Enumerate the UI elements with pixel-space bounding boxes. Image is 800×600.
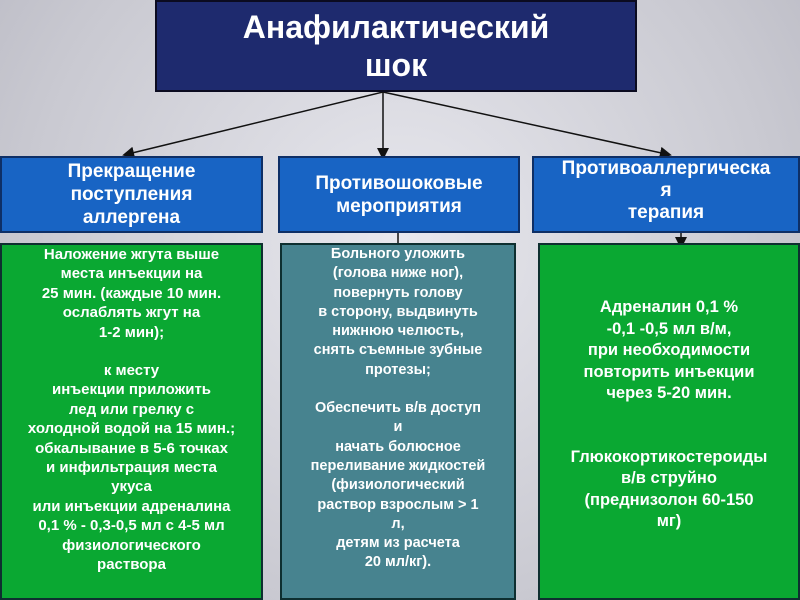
body-line: места инъекции на — [60, 265, 203, 283]
connector-right — [383, 92, 666, 154]
body-line: обкалывание в 5-6 точках — [35, 439, 228, 457]
body-line: Обеспечить в/в доступ — [314, 400, 482, 417]
header-line: Противоаллергическа — [561, 158, 771, 179]
header-line: поступления — [70, 184, 193, 205]
body-line: раствор взрослым > 1 — [317, 496, 479, 513]
body-line: Глюкокортикостероиды — [570, 447, 768, 466]
header-line: аллергена — [82, 207, 181, 228]
header-line: я — [660, 180, 672, 201]
body-line: (физиологический — [331, 477, 465, 494]
body-line: 25 мин. (каждые 10 мин. — [41, 284, 222, 302]
body-line: детям из расчета — [336, 535, 460, 552]
header-antiallergic — [532, 156, 800, 233]
body-line: повторить инъекции — [583, 362, 755, 381]
header-line: мероприятия — [336, 195, 462, 217]
body-line: раствора — [97, 556, 166, 574]
body-line: через 5-20 мин. — [606, 384, 732, 402]
body-line: Наложение жгута выше — [43, 246, 220, 263]
body-line: мг) — [656, 512, 682, 530]
header-antishock — [278, 156, 520, 233]
body-line: 0,1 % - 0,3-0,5 мл с 4-5 мл — [38, 517, 225, 535]
body-line: в сторону, выдвинуть — [318, 303, 478, 320]
body-line: и — [393, 419, 403, 436]
title-box — [155, 0, 637, 92]
body-line: 20 мл/кг). — [364, 554, 432, 571]
body-line: лед или грелку с — [68, 400, 195, 418]
body-stop-allergen — [0, 243, 263, 600]
body-line: холодной водой на 15 мин.; — [27, 420, 236, 438]
body-line: ослаблять жгут на — [62, 304, 201, 322]
body-antishock — [280, 243, 516, 600]
body-line: Больного уложить — [330, 246, 466, 262]
body-line: л, — [391, 515, 405, 532]
body-line: переливание жидкостей — [310, 457, 486, 474]
title-line-2: шок — [364, 47, 428, 83]
header-line: терапия — [627, 202, 705, 223]
body-line: и инфильтрация места — [46, 459, 217, 477]
body-line: физиологического — [62, 536, 201, 554]
body-line: укуса — [111, 478, 152, 496]
body-line: -0,1 -0,5 мл в/м, — [606, 319, 732, 338]
body-line: протезы; — [365, 361, 431, 378]
body-antiallergic — [538, 243, 800, 600]
body-line: к месту — [103, 362, 160, 380]
body-line: в/в струйно — [621, 469, 717, 487]
body-line: 1-2 мин); — [98, 323, 165, 341]
body-line: нижнюю челюсть, — [332, 323, 464, 340]
header-line: Прекращение — [67, 161, 196, 182]
header-stop-allergen — [0, 156, 263, 233]
header-line: Противошоковые — [315, 172, 483, 194]
title-line-1: Анафилактический — [242, 9, 550, 45]
connector-left — [128, 92, 383, 154]
body-line: (преднизолон 60-150 — [584, 490, 754, 509]
body-line: начать болюсное — [335, 438, 461, 455]
body-line: повернуть голову — [333, 284, 463, 301]
body-line: (голова ниже ног), — [332, 265, 464, 282]
body-line: Адреналин 0,1 % — [599, 298, 739, 316]
body-line: снять съемные зубные — [313, 342, 483, 359]
body-line: или инъекции адреналина — [32, 497, 231, 515]
body-line: инъекции приложить — [51, 381, 212, 399]
body-line: при необходимости — [587, 341, 751, 359]
